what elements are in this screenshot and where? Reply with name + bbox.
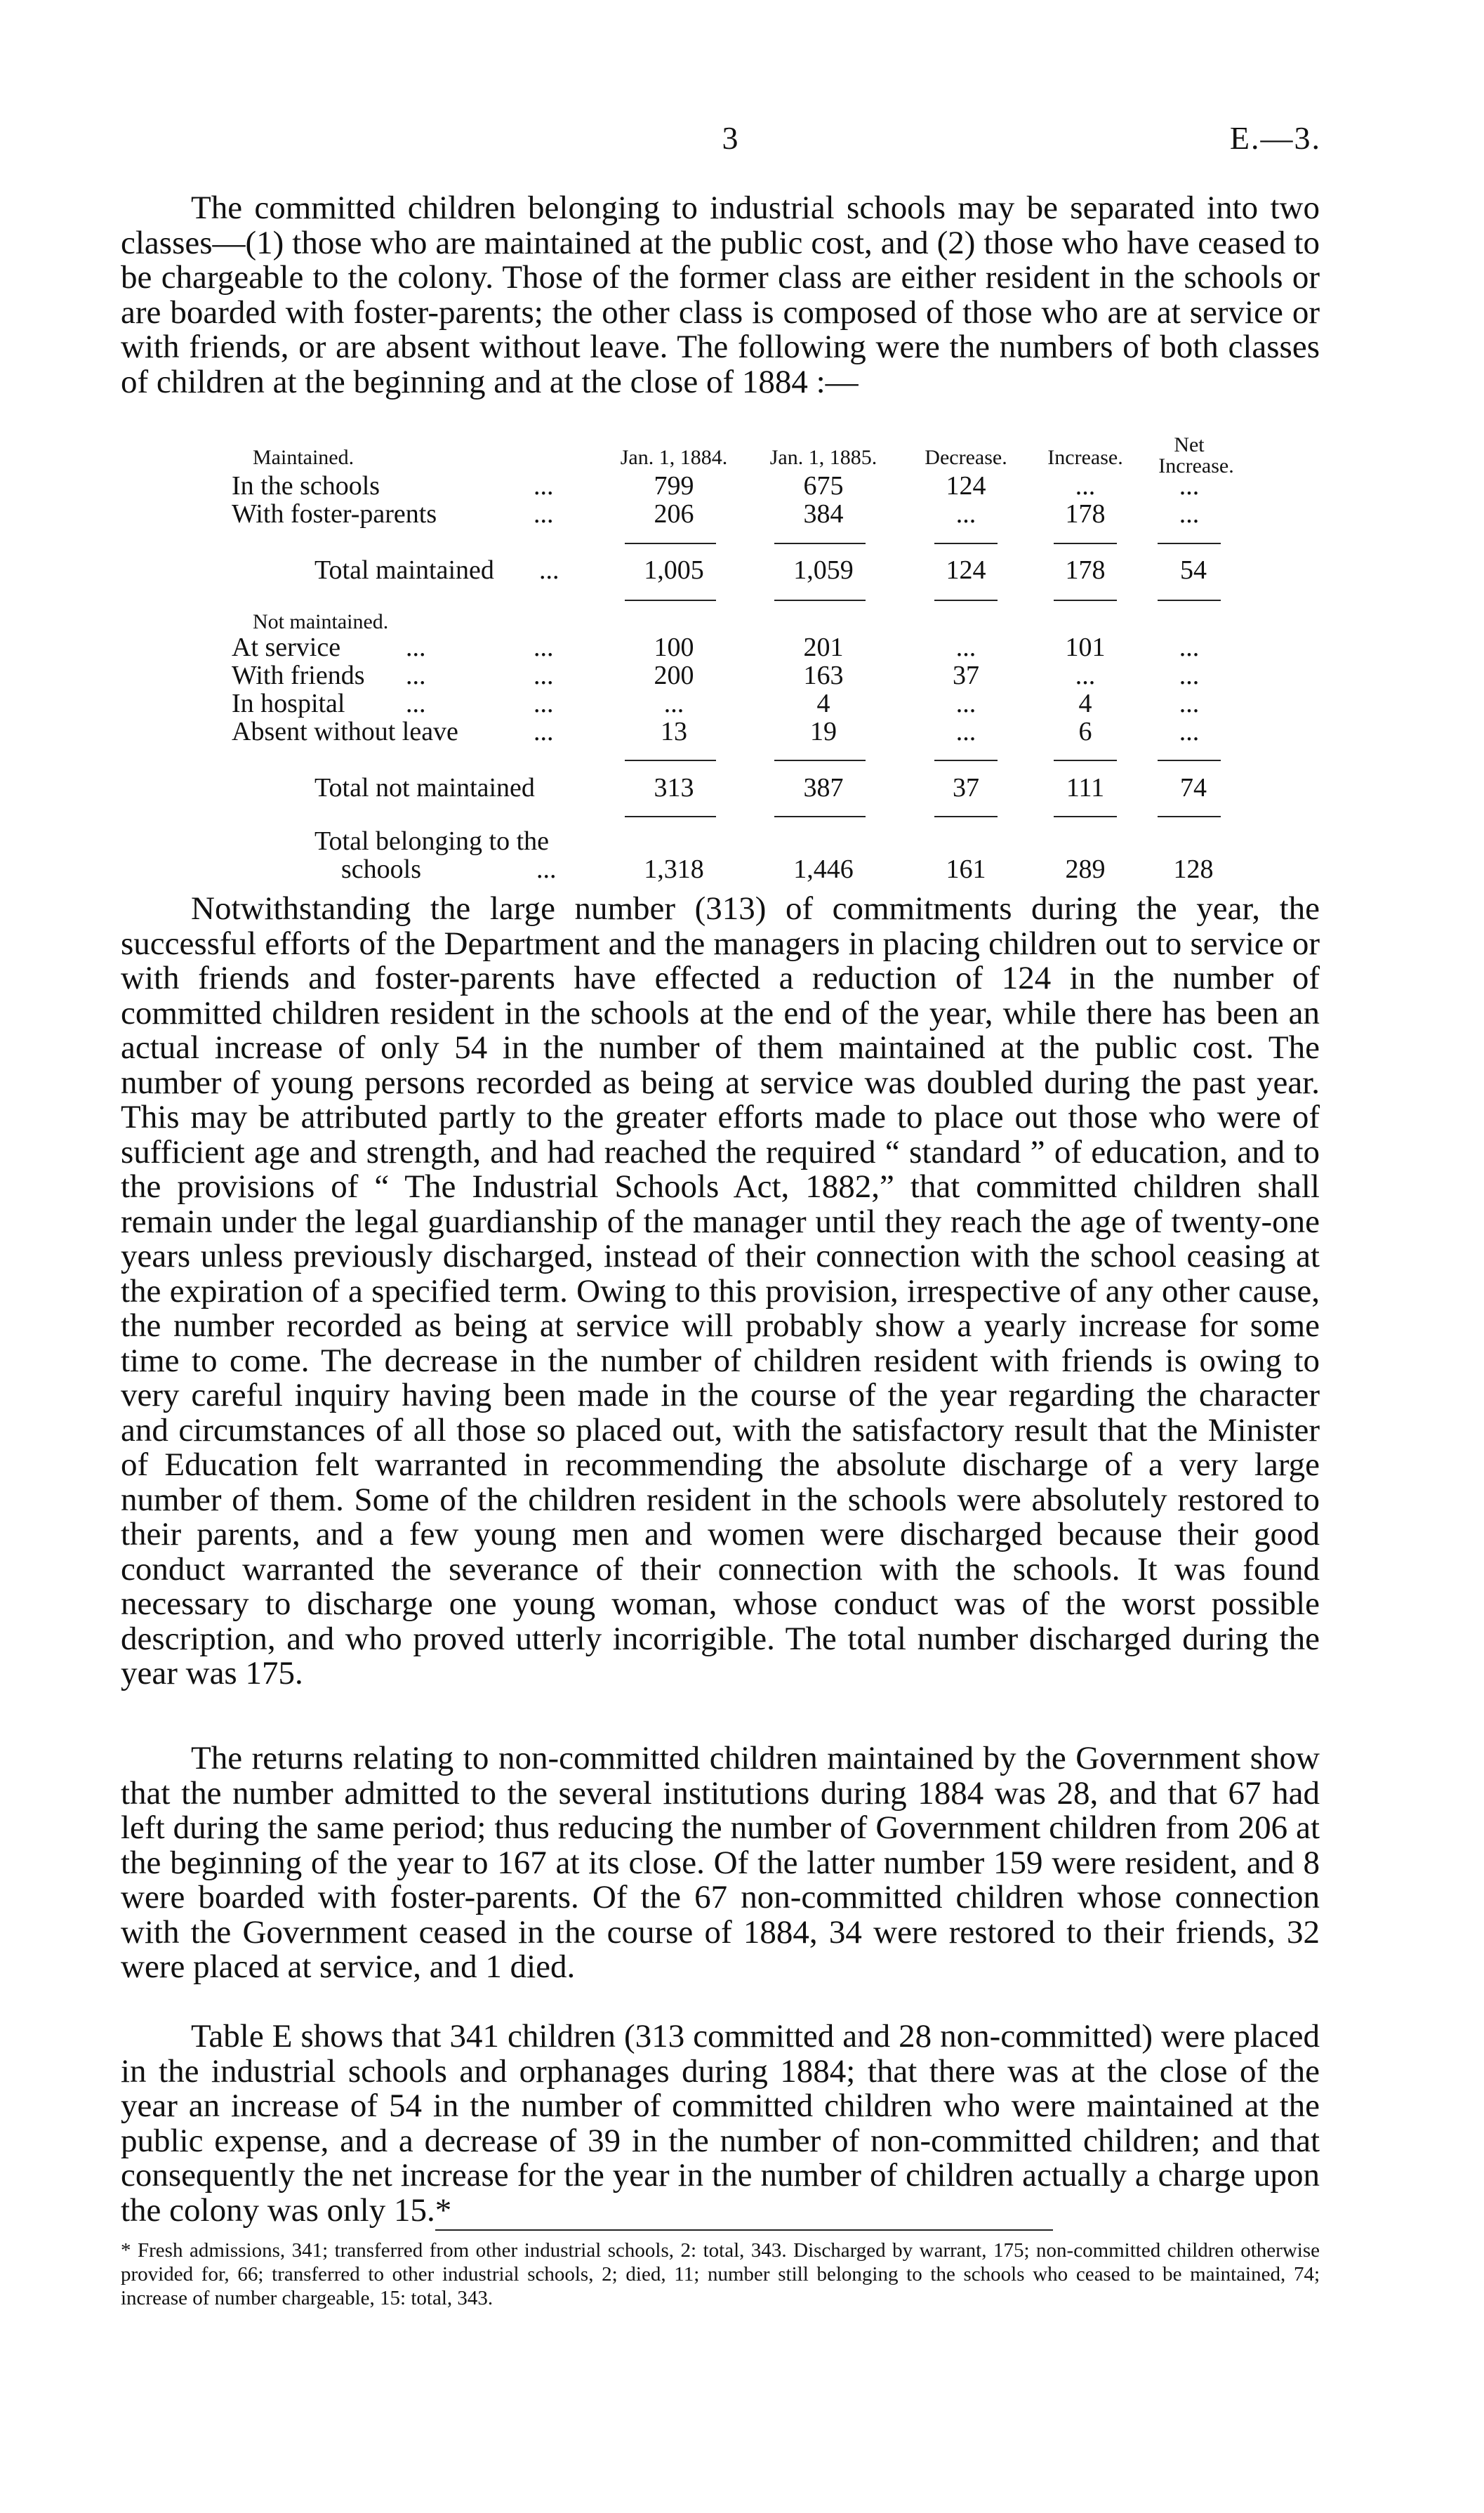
paragraph-commitments: Notwithstanding the large number (313) of commitments during the year, the successful efforts of the Department and the managers in placing children out to service or with friends and foster-parents have effected a reduction of 124 in the number of committed children resident in the schools at the end of the year, while there has been an actual increase of only 54 in the number of them maintained at the public cost. The number of young persons recorded as being at service was doubled during the past year. This may be attributed partly to the greater efforts made to place out those who were of sufficient age and strength, and had reached the required “ standard ” of education, and to the provisions of “ The Industrial Schools Act, 1882,” that committed children shall remain under the legal guardianship of the manager until they reach the age of twenty-one years unless previously discharged, instead of their connection with the school ceasing at the expiration of a specified term. Owing to this provision, irrespective of any other cause, the number recorded as being at service will probably show a yearly increase for some time to come. The decrease in the number of children resident with friends is owing to very careful inquiry having been made in the course of the year regarding the character and circumstances of all those so placed out, with the satisfactory result that the Minister of Education felt warranted in recommending the absolute discharge of a very large number of them. Some of the children resident in the schools were absolutely restored to their parents, and a few young men and women were discharged because their good conduct warranted the severance of their connection with the schools. It was found necessary to discharge one young woman, whose conduct was of the worst possible description, and who proved utterly incorrigible. The total number discharged during the year was 175. <box>121 890 1320 1691</box>
cell-increase: 178 <box>1065 499 1106 529</box>
row-dots: ... <box>534 499 554 529</box>
row-dots: ... <box>534 661 554 690</box>
rule-bottom2-jan1884 <box>625 816 716 817</box>
cell-decrease: 37 <box>953 661 979 690</box>
cell-decrease: ... <box>955 689 976 718</box>
row-label: With friends <box>232 661 365 690</box>
rule-top2-jan1885 <box>774 760 866 761</box>
cell-net: 128 <box>1173 855 1214 884</box>
cell-jan1885: 387 <box>803 773 844 803</box>
rule-bottom-increase <box>1054 600 1117 601</box>
cell-jan1885: 201 <box>803 633 844 662</box>
cell-jan1885: 19 <box>810 717 837 746</box>
rule-bottom-jan1885 <box>774 600 866 601</box>
footnote-rule <box>435 2229 1053 2231</box>
rule-top-net <box>1158 543 1221 544</box>
cell-net: ... <box>1179 499 1200 529</box>
rule-top-increase <box>1054 543 1117 544</box>
cell-decrease: 124 <box>946 555 986 585</box>
cell-jan1885: 163 <box>803 661 844 690</box>
cell-jan1884: 13 <box>661 717 687 746</box>
cell-decrease: ... <box>955 499 976 529</box>
row-dots: ... <box>406 689 426 718</box>
cell-decrease: ... <box>955 717 976 746</box>
rule-bottom-decrease <box>934 600 998 601</box>
intro-paragraph: The committed children belonging to industrial schools may be separated into two classes—(1) those who are maintained at the public cost, and (2) those who have ceased to be chargeable to the colony. Those of the former class are either resident in the schools or are boarded with foster-parents; the other class is composed of those who are at service or with friends, or are absent without leave. The following were the numbers of both classes of children at the beginning and at the close of 1884 :— <box>121 190 1320 400</box>
cell-jan1885: 384 <box>803 499 844 529</box>
cell-decrease: 161 <box>946 855 986 884</box>
cell-jan1884: 1,005 <box>644 555 704 585</box>
cell-jan1885: 1,059 <box>793 555 854 585</box>
row-dots: ... <box>534 689 554 718</box>
rule-bottom2-decrease <box>934 816 998 817</box>
rule-bottom2-net <box>1158 816 1221 817</box>
cell-decrease: 124 <box>946 471 986 501</box>
row-label: With foster-parents <box>232 499 437 529</box>
cell-increase: 6 <box>1078 717 1092 746</box>
rule-bottom2-increase <box>1054 816 1117 817</box>
cell-jan1884: 206 <box>654 499 694 529</box>
row-label: Total not maintained <box>314 773 535 803</box>
cell-increase: 101 <box>1065 633 1106 662</box>
cell-net: ... <box>1179 717 1200 746</box>
row-dots: ... <box>534 471 554 501</box>
cell-jan1884: 1,318 <box>644 855 704 884</box>
col-jan1884-header: Jan. 1, 1884. <box>620 446 728 469</box>
col-decrease-header: Decrease. <box>925 446 1007 469</box>
cell-net: 74 <box>1180 773 1207 803</box>
row-label: In the schools <box>232 471 380 501</box>
cell-net: ... <box>1179 633 1200 662</box>
cell-decrease: 37 <box>953 773 979 803</box>
rule-top-jan1884 <box>625 543 716 544</box>
cell-increase: 178 <box>1065 555 1106 585</box>
col-jan1885-header: Jan. 1, 1885. <box>769 446 877 469</box>
rule-top2-decrease <box>934 760 998 761</box>
cell-net: 54 <box>1180 555 1207 585</box>
rule-bottom2-jan1885 <box>774 816 866 817</box>
col-net-header-line2: Increase. <box>1158 454 1234 477</box>
row-label: At service <box>232 633 341 662</box>
row-dots: ... <box>406 633 426 662</box>
cell-increase: 289 <box>1065 855 1106 884</box>
rule-top-decrease <box>934 543 998 544</box>
row-label-line2: schools <box>341 855 421 884</box>
cell-jan1884: 313 <box>654 773 694 803</box>
col-increase-header: Increase. <box>1047 446 1123 469</box>
page-code: E.—3. <box>1229 120 1321 156</box>
page-number: 3 <box>722 120 738 156</box>
paragraph-table-e: Table E shows that 341 children (313 committed and 28 non-committed) were placed in the industrial schools and orphanages during 1884; that there was at the close of the year an increase of 54 in the number of committed children who were maintained at the public expense, and a decrease of 39 in the number of non-committed children; and that consequently the net increase for the year in the number of children actually a charge upon the colony was only 15.* <box>121 2018 1320 2229</box>
cell-jan1884: 799 <box>654 471 694 501</box>
row-dots: ... <box>406 661 426 690</box>
cell-net: ... <box>1179 471 1200 501</box>
paragraph-non-committed: The returns relating to non-committed children maintained by the Government show that the number admitted to the several institutions during 1884 was 28, and that 67 had left during the same period; thus reducing the number of Government children from 206 at the beginning of the year to 167 at its close. Of the latter number 159 were resident, and 8 were boarded with foster-parents. Of the 67 non-committed children whose connection with the Government ceased in the course of 1884, 34 were restored to their friends, 32 were placed at service, and 1 died. <box>121 1740 1320 1985</box>
row-label: Total maintained <box>314 555 494 585</box>
cell-increase: ... <box>1075 661 1096 690</box>
cell-jan1884: 100 <box>654 633 694 662</box>
col-label-header: Maintained. <box>253 446 355 469</box>
cell-increase: 4 <box>1078 689 1092 718</box>
row-dots: ... <box>536 855 557 884</box>
row-label: Absent without leave <box>232 717 458 746</box>
cell-increase: ... <box>1075 471 1096 501</box>
rule-top2-increase <box>1054 760 1117 761</box>
cell-jan1885: 1,446 <box>793 855 854 884</box>
row-dots: ... <box>539 555 559 585</box>
row-dots: ... <box>534 633 554 662</box>
cell-jan1885: 4 <box>816 689 830 718</box>
row-label: In hospital <box>232 689 345 718</box>
cell-jan1885: 675 <box>803 471 844 501</box>
rule-top-jan1885 <box>774 543 866 544</box>
rule-top2-jan1884 <box>625 760 716 761</box>
cell-decrease: ... <box>955 633 976 662</box>
cell-jan1884: 200 <box>654 661 694 690</box>
footnote: * Fresh admissions, 341; transferred from other industrial schools, 2: total, 343. Discharged by warrant, 175; non-committed children otherwise provided for, 66; transferred to other industrial schools, 2; died, 11; number still belonging to the schools who ceased to be maintained, 74; increase of number chargeable, 15: total, 343. <box>121 2239 1320 2309</box>
cell-increase: 111 <box>1066 773 1105 803</box>
cell-jan1884: ... <box>663 689 684 718</box>
not-maintained-heading: Not maintained. <box>253 610 389 633</box>
row-dots: ... <box>534 717 554 746</box>
rule-top2-net <box>1158 760 1221 761</box>
cell-net: ... <box>1179 689 1200 718</box>
col-net-header-line1: Net <box>1174 433 1205 456</box>
cell-net: ... <box>1179 661 1200 690</box>
rule-bottom-net <box>1158 600 1221 601</box>
rule-bottom-jan1884 <box>625 600 716 601</box>
statistics-table <box>0 0 1484 906</box>
row-label-line1: Total belonging to the <box>314 826 550 856</box>
